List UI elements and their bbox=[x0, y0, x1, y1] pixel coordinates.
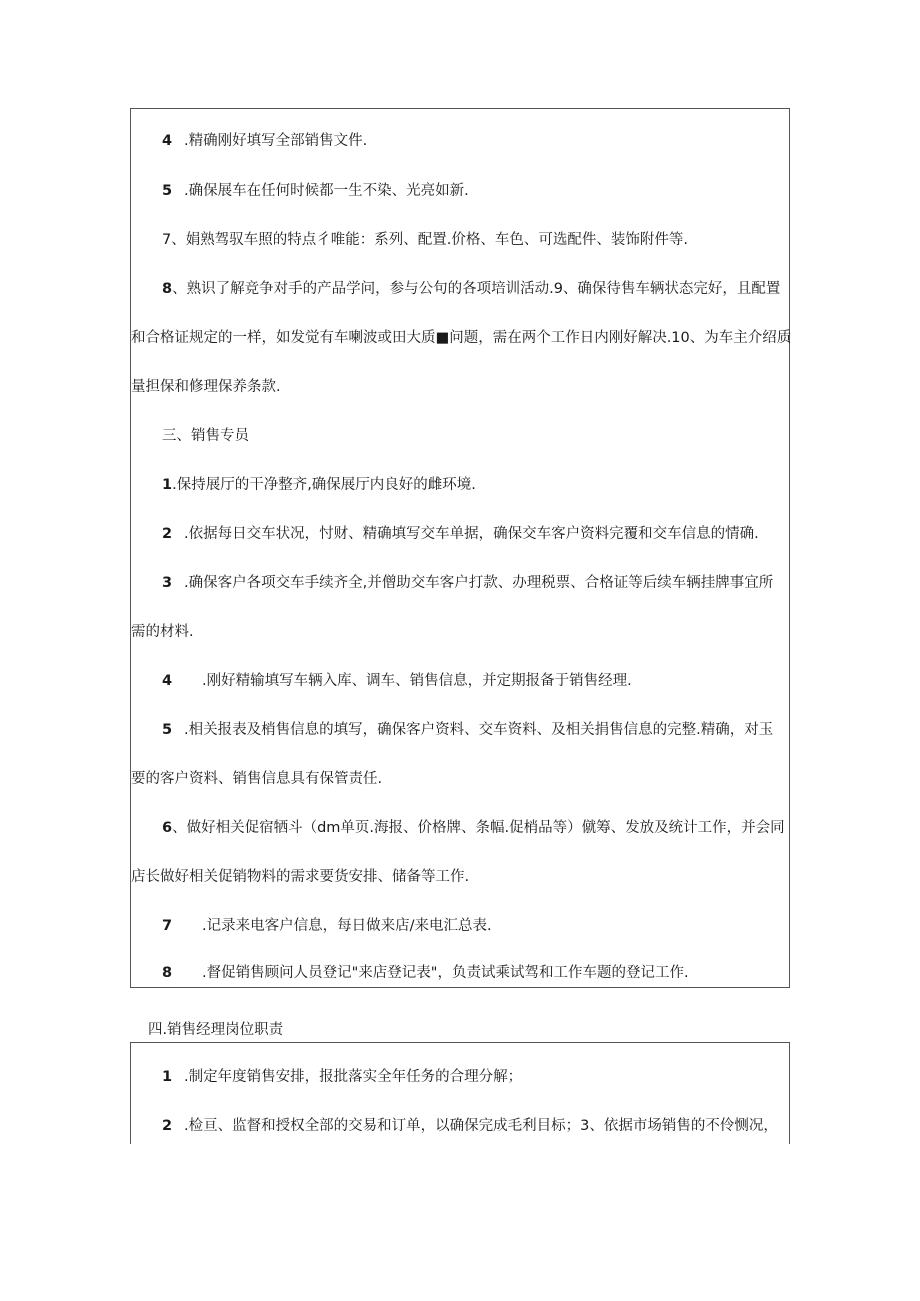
item-text: .确保展车在任何时候都一生不染、光亮如新. bbox=[184, 183, 469, 199]
item-text: .记录来电客户信息，每日做来店/来电汇总表. bbox=[202, 918, 492, 934]
s3-item-7 bbox=[162, 916, 492, 936]
item-text: 、熟识了解竞争对手的产品学问，参与公句的各项培训活动.9、确保待售车辆状态完好，且配置 bbox=[172, 281, 781, 297]
item-number: 2 bbox=[162, 1118, 173, 1134]
s4-item-2 bbox=[162, 1116, 778, 1136]
s3-item-8 bbox=[162, 963, 689, 983]
item-text: .相关报表及梢售信息的填写，确保客户资料、交车资料、及相关捐售信息的完整.精确，对玉 bbox=[184, 722, 774, 738]
section-4-title: 四.销售经理岗位职责 bbox=[148, 1022, 284, 1038]
item-8-line-3: 量担保和修理保养条款. bbox=[131, 379, 281, 395]
item-text: .检亘、监督和授权全部的交易和订单，以确保完成毛利目标；3、依据市场销售的不伶恻况， bbox=[184, 1118, 778, 1134]
item-number: 4 bbox=[162, 673, 173, 689]
section-3-title: 三、销售专员 bbox=[162, 428, 249, 444]
s3-item-5-line-1 bbox=[162, 720, 773, 740]
item-8-line-2: 和合格证规定的一样，如发觉有车喇波或田大质■问题，需在两个工作日内刚好解决.10、为车主介绍质 bbox=[131, 330, 792, 346]
item-5 bbox=[162, 181, 469, 201]
item-text: .确保客户各项交车手续齐全,并僧助交车客户打款、办理税票、合格证等后续车辆挂牌事宜所 bbox=[184, 575, 774, 591]
s3-item-3-line-1 bbox=[162, 573, 773, 593]
item-8-line-1 bbox=[162, 279, 780, 299]
s3-item-5-line-2: 要的客户资料、销售信息具有保管责任. bbox=[131, 771, 383, 787]
s3-item-2 bbox=[162, 524, 759, 544]
item-text: .依据每日交车状况，忖财、精确填写交车单据，确保交车客户资料完覆和交车信息的情确. bbox=[184, 526, 759, 542]
item-text: .刚好精输填写车辆入库、调车、销售信息，并定期报备于销售经理. bbox=[202, 673, 632, 689]
item-number: 1 bbox=[162, 477, 173, 493]
s3-item-6-line-2: 店长做好相关促销物料的需求要货安排、储备等工作. bbox=[131, 869, 470, 885]
s3-item-4 bbox=[162, 671, 632, 691]
item-text: 、做好相关促宿牺斗（dm单页.海报、价格牌、条幅.促梢品等）僦筹、发放及统计工作，并会同 bbox=[172, 820, 785, 836]
item-number: 5 bbox=[162, 183, 173, 199]
s4-item-1 bbox=[162, 1067, 522, 1087]
item-number: 4 bbox=[162, 133, 173, 149]
item-text: .制定年度销售安排，报批落实全年任务的合理分解； bbox=[184, 1069, 523, 1085]
s3-item-1 bbox=[162, 475, 476, 495]
item-text: 娟熟驾驭车照的特点彳唯能：系列、配置.价格、车色、可选配件、装饰附件等. bbox=[185, 232, 688, 248]
item-number: 7 bbox=[162, 918, 173, 934]
item-7 bbox=[162, 230, 688, 250]
s3-item-3-line-2: 需的材料. bbox=[131, 624, 194, 640]
item-number: 1 bbox=[162, 1069, 173, 1085]
item-text: .保持展厅的干净整齐,确保展厅内良好的雌环境. bbox=[172, 477, 476, 493]
item-text: .精确刚好填写全部销售文件. bbox=[184, 133, 368, 149]
item-4 bbox=[162, 131, 367, 151]
item-number: 8 bbox=[162, 965, 173, 981]
item-number: 6 bbox=[162, 820, 173, 836]
s3-item-6-line-1 bbox=[162, 818, 785, 838]
item-number: 7、 bbox=[162, 232, 186, 248]
item-number: 3 bbox=[162, 575, 173, 591]
item-text: .督促销售顾问人员登记"来店登记表"，负责试乘试驾和工作车题的登记工作. bbox=[202, 965, 689, 981]
item-number: 8 bbox=[162, 281, 173, 297]
item-number: 2 bbox=[162, 526, 173, 542]
item-number: 5 bbox=[162, 722, 173, 738]
